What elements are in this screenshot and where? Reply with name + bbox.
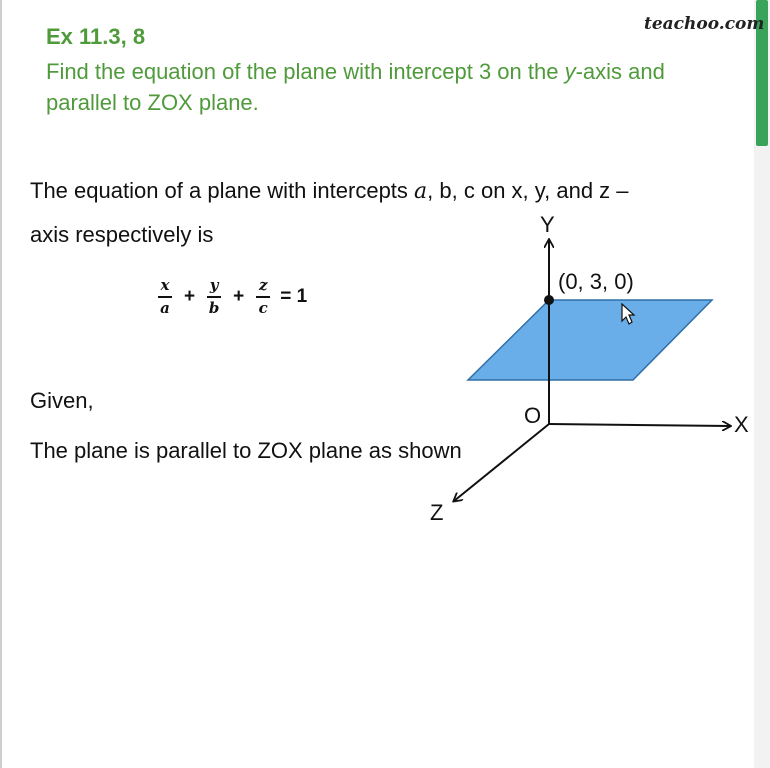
numerator-z: z	[258, 276, 268, 295]
z-axis-line	[454, 424, 549, 501]
blue-plane	[468, 300, 712, 380]
question-part2: -axis and parallel to ZOX plane.	[46, 59, 665, 115]
intercept-sentence-line2: axis respectively is	[30, 222, 214, 247]
numerator-x: x	[160, 276, 170, 295]
plus-sign: +	[184, 286, 196, 307]
teachoo-logo: teachoo.com	[644, 14, 765, 34]
question-part1: Find the equation of the plane with intercept 3 on the	[46, 59, 565, 84]
y-axis-label: Y	[540, 212, 555, 237]
plus-sign: +	[233, 286, 245, 307]
line1-after: , b, c on x, y, and z –	[427, 178, 629, 203]
x-axis-label: X	[734, 412, 749, 437]
point-label: (0, 3, 0)	[558, 269, 634, 294]
origin-label: O	[524, 403, 542, 428]
z-axis-label: Z	[430, 500, 444, 525]
denominator-c: c	[258, 298, 268, 317]
equals-one: = 1	[280, 286, 308, 307]
exercise-title: Ex 11.3, 8	[46, 24, 146, 49]
x-axis-line	[549, 424, 730, 426]
point-dot	[544, 295, 554, 305]
line1-variable: a	[414, 179, 428, 204]
question-variable: y	[564, 59, 576, 84]
line1-before: The equation of a plane with intercepts	[30, 178, 415, 203]
given-label: Given,	[30, 388, 94, 413]
numerator-y: y	[209, 276, 219, 295]
denominator-a: a	[160, 298, 170, 317]
parallel-statement: The plane is parallel to ZOX plane as shown	[30, 438, 462, 463]
denominator-b: b	[208, 298, 220, 317]
